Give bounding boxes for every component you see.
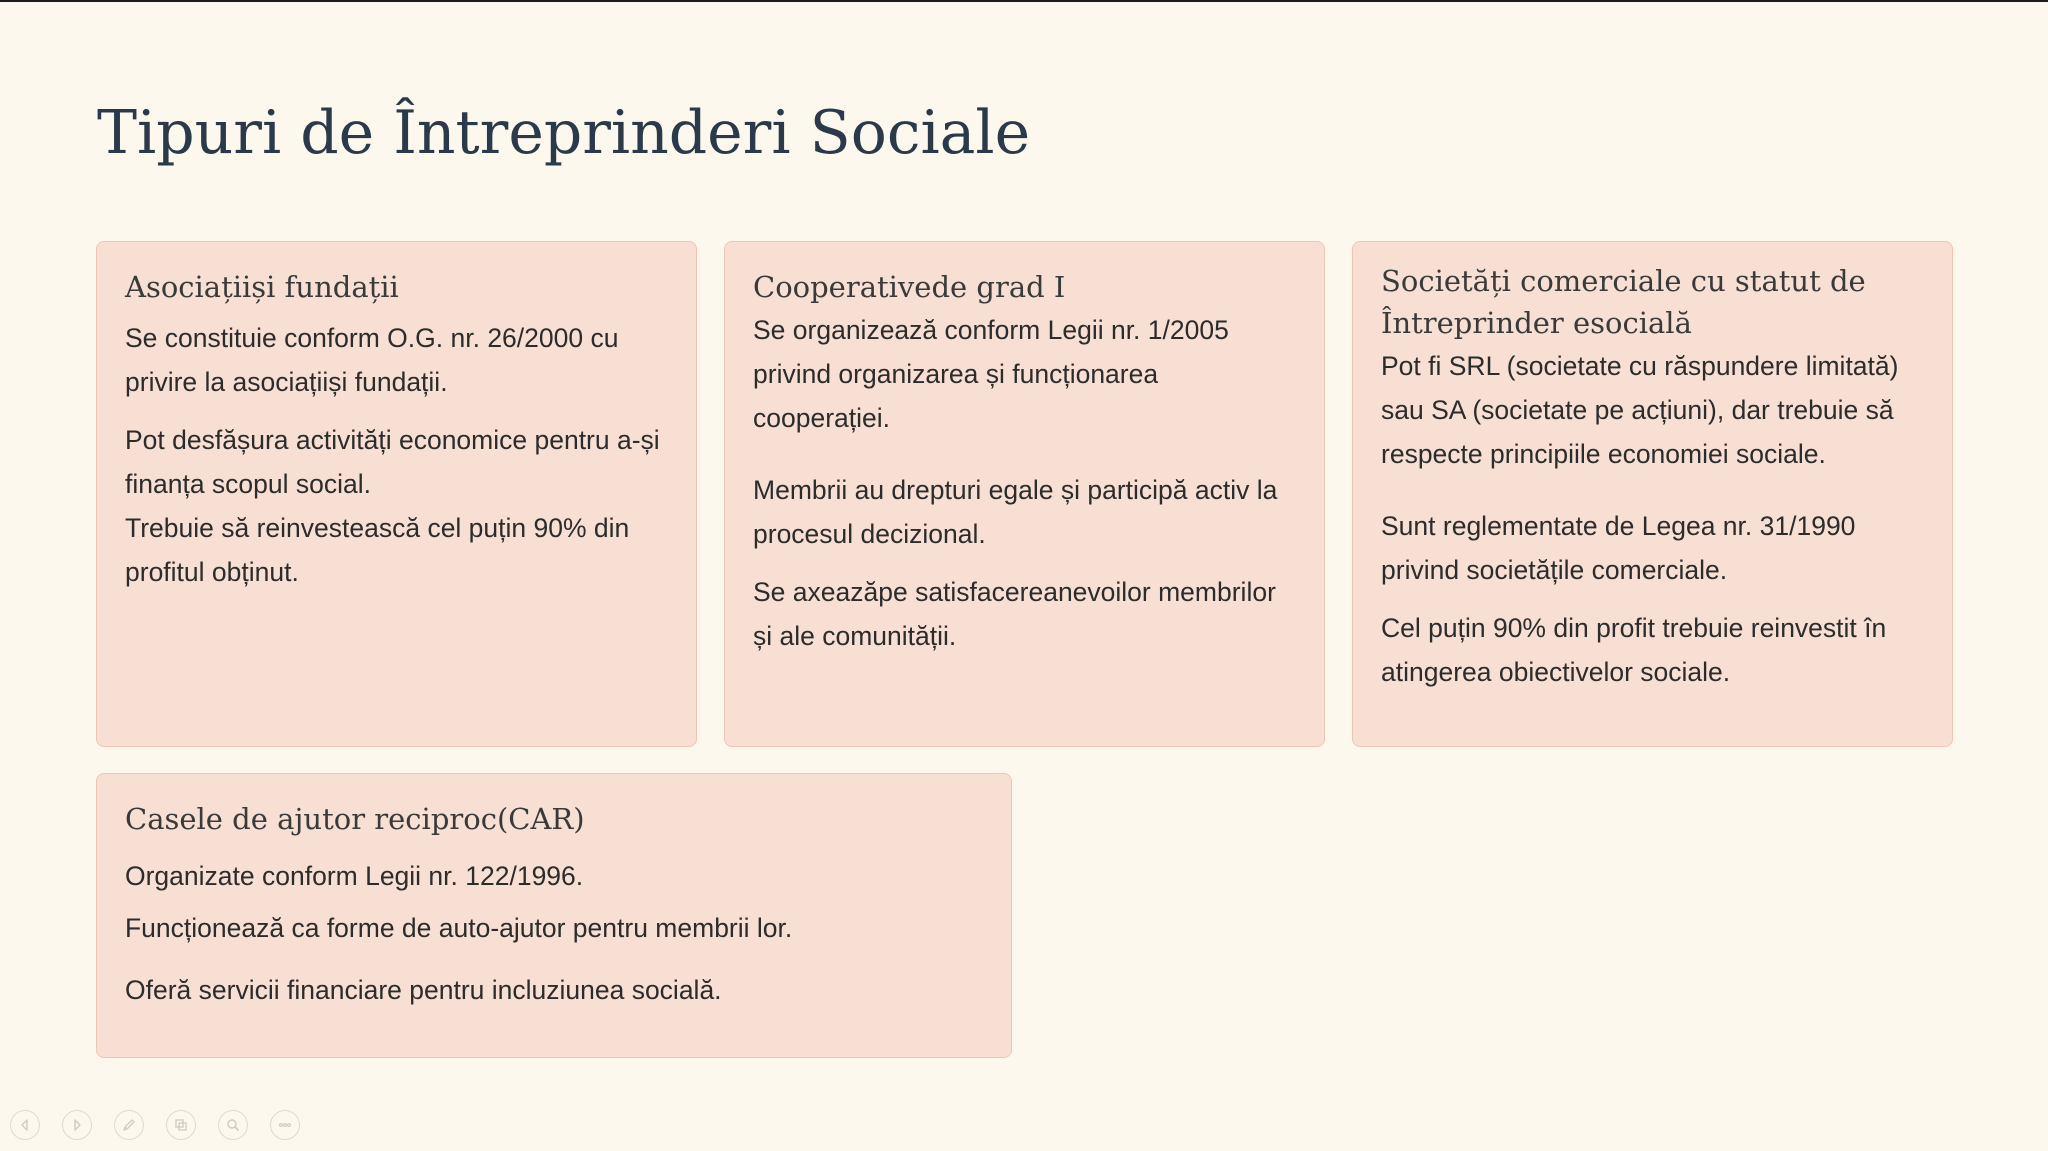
- card-paragraph: Oferă servicii financiare pentru incluziunea socială.: [125, 975, 722, 1005]
- card-paragraph: Organizate conform Legii nr. 122/1996.: [125, 861, 584, 891]
- slides-grid-icon[interactable]: [166, 1110, 196, 1140]
- card-paragraph: Cel puțin 90% din profit trebuie reinvestit în atingerea obiectivelor sociale.: [1381, 613, 1887, 687]
- card-societati-comerciale: [1352, 241, 1953, 747]
- card-heading: Asociațiiși fundații: [125, 270, 399, 304]
- card-paragraph: Se constituie conform O.G. nr. 26/2000 cu privire la asociațiiși fundații.: [125, 323, 619, 397]
- card-asociatii-fundatii: [96, 241, 697, 747]
- card-heading: Casele de ajutor reciproc(CAR): [125, 802, 585, 836]
- card-paragraph: Se organizează conform Legii nr. 1/2005 privind organizarea și funcționarea cooperației.: [753, 315, 1229, 433]
- card-case-ajutor-reciproc: [96, 773, 1012, 1058]
- next-slide-icon[interactable]: [62, 1110, 92, 1140]
- previous-slide-icon[interactable]: [10, 1110, 40, 1140]
- more-options-icon[interactable]: [270, 1110, 300, 1140]
- card-heading: Societăți comerciale cu statut de Întreprinder esocială: [1381, 264, 1866, 340]
- card-paragraph: Pot fi SRL (societate cu răspundere limitată) sau SA (societate pe acțiuni), dar trebuie să respecte principiile economiei sociale.: [1381, 351, 1899, 469]
- card-paragraph: Pot desfășura activități economice pentru a-și finanța scopul social.: [125, 425, 660, 499]
- zoom-icon[interactable]: [218, 1110, 248, 1140]
- card-heading: Cooperativede grad I: [753, 270, 1066, 304]
- card-paragraph: Se axeazăpe satisfacereanevoilor membrilor și ale comunității.: [753, 577, 1276, 651]
- slide-title: Tipuri de Întreprinderi Sociale: [97, 98, 1031, 168]
- card-paragraph: Sunt reglementate de Legea nr. 31/1990 privind societățile comerciale.: [1381, 511, 1856, 585]
- top-border: [0, 0, 2048, 2]
- card-cooperative: [724, 241, 1325, 747]
- presentation-toolbar: [10, 1110, 300, 1140]
- card-paragraph: Funcționează ca forme de auto-ajutor pentru membrii lor.: [125, 913, 793, 943]
- card-paragraph: Membrii au drepturi egale și participă activ la procesul decizional.: [753, 475, 1278, 549]
- pen-icon[interactable]: [114, 1110, 144, 1140]
- card-paragraph: Trebuie să reinvestească cel puțin 90% din profitul obținut.: [125, 513, 630, 587]
